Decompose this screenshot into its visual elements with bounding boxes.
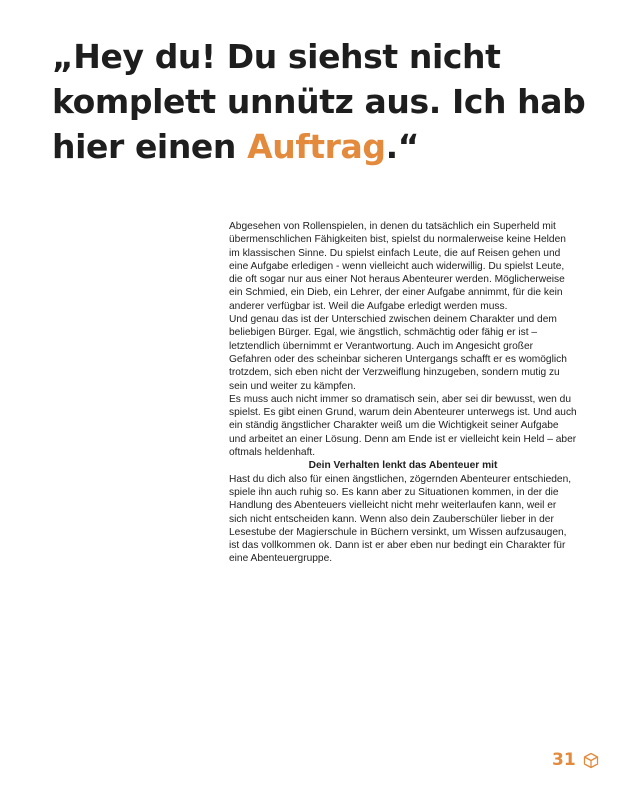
page-number: 31 xyxy=(552,750,576,770)
body-paragraph-1: Abgesehen von Rollenspielen, in denen du tatsächlich ein Superheld mit übermenschlichen Fähigkeiten bist, spielst du normalerweise keine Helden im klassischen Sinne. Du spielst einfach Leute, die auf Reisen gehen und eine Aufgabe erledigen - wenn vielleicht auch widerwillig. Du spielst Leute, die oft sogar nur aus einer Not heraus Abenteurer werden. Möglicherweise ein Schmied, ein Dieb, ein Lehrer, der einer Aufgabe annimmt, für die kein anderer verfügbar ist. Weil die Aufgabe erledigt werden muss. xyxy=(229,221,566,312)
cube-icon xyxy=(583,752,599,769)
body-paragraph-2: Und genau das ist der Unterschied zwischen deinem Charakter und dem beliebigen Bürger. Egal, wie ängstlich, schmächtig oder fähig er ist – letztendlich übernimmt er Verantwortung. Auch im Angesicht großer Gefahren oder des scheinbar sicheren Untergangs schafft er es womöglich trotzdem, sich eben nicht der Verzweiflung hinzugeben, sondern mutig zu sein und weiter zu kämpfen. xyxy=(229,314,567,392)
headline-quote xyxy=(52,34,612,169)
headline-text-after: .“ xyxy=(385,127,420,166)
headline-text-before: „Hey du! Du siehst nicht komplett unnütz aus. Ich hab hier einen xyxy=(52,37,586,166)
body-paragraph-4: Hast du dich also für einen ängstlichen, zögernden Abenteurer entschieden, spiele ihn auch ruhig so. Es kann aber zu Situationen kommen, in der die Handlung des Abenteuers vielleicht nicht mehr weiterlaufen kann, weil er sich nicht entscheiden kann. Wenn also dein Zauberschüler lieber in der Lesestube der Magierschule in Büchern versinkt, um Wissen aufzusaugen, ist das vollkommen ok. Dann ist er aber eben nur bedingt ein Charakter für eine Abenteuergruppe. xyxy=(229,473,572,565)
body-text-column xyxy=(229,220,577,566)
section-subheading: Dein Verhalten lenkt das Abenteuer mit xyxy=(308,460,498,472)
body-paragraph-3: Es muss auch nicht immer so dramatisch sein, aber sei dir bewusst, wen du spielst. Es gibt einen Grund, warum dein Abenteurer unterwegs ist. Und auch ein ständig ängstlicher Charakter weiß um die Wichtigkeit seiner Aufgabe und arbeitet an einer Lösung. Denn am Ende ist er vielleicht kein Held – aber oftmals heldenhaft. xyxy=(229,393,577,459)
headline-accent-word: Auftrag xyxy=(247,127,386,166)
